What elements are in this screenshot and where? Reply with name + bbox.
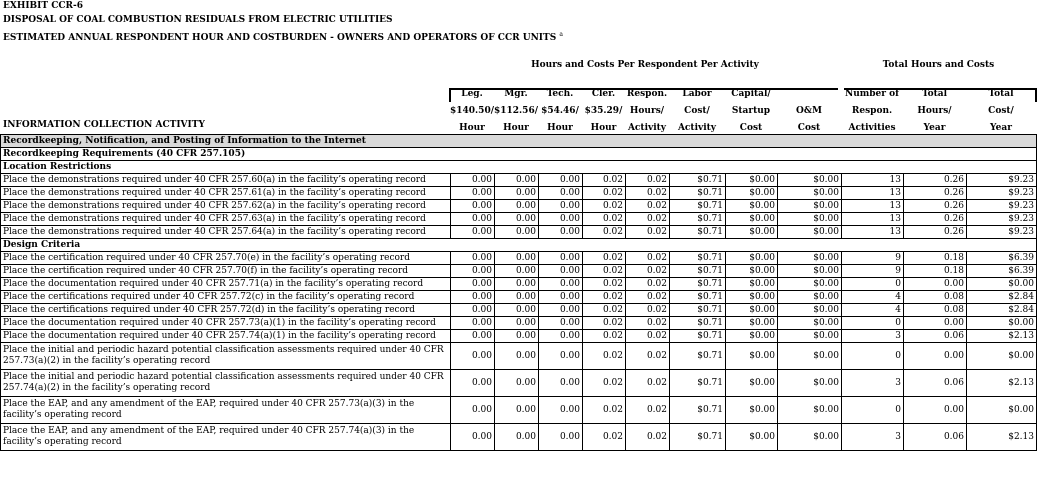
value-cell: $0.00 [967,317,1037,330]
table-row [1,226,1037,239]
value-cell: 0.00 [904,317,967,330]
column-header-line: Tech. [546,89,574,99]
value-cell: 0.00 [539,265,583,278]
value-cell: $9.23 [967,174,1037,187]
value-cell: 0.06 [904,424,967,451]
value-cell: 0.00 [495,200,539,213]
value-cell: $0.71 [670,397,726,424]
value-cell: 0.00 [495,424,539,451]
category-title: Location Restrictions [1,161,1037,174]
value-cell: 0.00 [451,213,495,226]
column-header-line: Hours/ [917,106,952,116]
activity-cell: Place the documentation required under 40 CFR 257.74(a)(1) in the facility’s operating record [1,330,451,343]
value-cell: $0.00 [726,213,778,226]
value-cell: 0.00 [539,304,583,317]
value-cell: 0.00 [451,187,495,200]
value-cell: 0.06 [904,370,967,397]
table-row [1,370,1037,397]
activity-cell: Place the initial and periodic hazard potential classification assessments required under 40 CFR 257.73(a)(2) in the facility’s operating record [1,343,451,370]
value-cell: $0.71 [670,187,726,200]
column-header [538,86,582,137]
value-cell: $0.00 [726,317,778,330]
value-cell: $0.71 [670,343,726,370]
column-header-line: $35.29/ [584,106,623,116]
group-header-totals: Total Hours and Costs [882,60,995,70]
table-row [1,343,1037,370]
value-cell: 0.02 [583,226,626,239]
value-cell: $0.00 [778,265,842,278]
value-cell: $0.71 [670,213,726,226]
value-cell: $0.00 [778,187,842,200]
column-header-line: Hour [590,123,617,133]
table-row [1,397,1037,424]
value-cell: 0.00 [451,330,495,343]
value-cell: 0.26 [904,226,967,239]
activity-cell: Place the EAP, and any amendment of the EAP, required under 40 CFR 257.74(a)(3) in the facility’s operating record [1,424,451,451]
value-cell: 0.00 [904,278,967,291]
table-row [1,187,1037,200]
value-cell: 0 [842,278,904,291]
column-header-line: Activities [848,123,896,133]
value-cell: 0.02 [626,187,670,200]
activity-cell: Place the initial and periodic hazard potential classification assessments required under 40 CFR 257.74(a)(2) in the facility’s operating record [1,370,451,397]
value-cell: $0.00 [778,252,842,265]
value-cell: 0.00 [451,265,495,278]
table-row [1,317,1037,330]
section-title: Recordkeeping, Notification, and Posting of Information to the Internet [1,135,1037,148]
table-row [1,278,1037,291]
value-cell: 0 [842,397,904,424]
table-row [1,200,1037,213]
activity-cell: Place the certifications required under 40 CFR 257.72(d) in the facility’s operating record [1,304,451,317]
activity-cell: Place the demonstrations required under 40 CFR 257.62(a) in the facility’s operating record [1,200,451,213]
column-header-line: Hour [459,123,485,133]
value-cell: 4 [842,291,904,304]
value-cell: $0.00 [726,226,778,239]
value-cell: $0.00 [778,330,842,343]
value-cell: 0.00 [539,187,583,200]
value-cell: $0.00 [967,278,1037,291]
value-cell: 0.00 [539,330,583,343]
value-cell: $2.84 [967,304,1037,317]
value-cell: 0.00 [904,397,967,424]
activity-cell: Place the documentation required under 40 CFR 257.73(a)(1) in the facility’s operating record [1,317,451,330]
value-cell: $0.00 [778,174,842,187]
value-cell: 0.00 [495,304,539,317]
value-cell: $0.00 [726,397,778,424]
value-cell: 3 [842,330,904,343]
value-cell: 0.00 [451,226,495,239]
value-cell: 0.02 [583,370,626,397]
value-cell: 0.00 [451,291,495,304]
column-header [494,86,538,137]
value-cell: 0.00 [539,397,583,424]
value-cell: $0.71 [670,174,726,187]
value-cell: 0.02 [583,304,626,317]
value-cell: 9 [842,265,904,278]
value-cell: 0.08 [904,291,967,304]
column-header-line: Leg. [461,89,483,99]
group-header-per-activity: Hours and Costs Per Respondent Per Activity [531,60,759,70]
value-cell: 0.00 [451,174,495,187]
column-header-line: Total [921,89,948,99]
value-cell: 0.02 [583,343,626,370]
table-row [1,174,1037,187]
value-cell: 0.00 [539,226,583,239]
value-cell: 13 [842,226,904,239]
footnote-mark: a [559,31,563,38]
value-cell: 0.00 [451,304,495,317]
value-cell: $0.00 [967,397,1037,424]
column-header-line: Number of [844,89,900,99]
activity-cell: Place the certification required under 40 CFR 257.70(e) in the facility’s operating record [1,252,451,265]
value-cell: $0.00 [778,226,842,239]
burden-table [0,134,1037,451]
value-cell: 0.00 [539,278,583,291]
activity-cell: Place the demonstrations required under 40 CFR 257.61(a) in the facility’s operating record [1,187,451,200]
table-row [1,304,1037,317]
value-cell: 4 [842,304,904,317]
column-header-line: Year [923,123,946,133]
value-cell: $0.00 [778,370,842,397]
value-cell: 3 [842,370,904,397]
column-header [777,86,841,137]
value-cell: 0.00 [451,200,495,213]
exhibit-subtitle [3,31,563,43]
value-cell: 0.00 [451,397,495,424]
value-cell: $0.00 [726,252,778,265]
column-header-line: Cost/ [684,106,710,116]
value-cell: 13 [842,187,904,200]
value-cell: 0.02 [626,291,670,304]
value-cell: 0.00 [539,200,583,213]
column-header [903,86,966,137]
table-row [1,291,1037,304]
exhibit-subtitle-text: ESTIMATED ANNUAL RESPONDENT HOUR AND COSTBURDEN - OWNERS AND OPERATORS OF CCR UNITS [3,33,557,43]
column-header-line: $54.46/ [541,106,579,116]
activity-column-header: INFORMATION COLLECTION ACTIVITY [3,120,205,130]
value-cell: 0.02 [626,265,670,278]
value-cell: 0.18 [904,265,967,278]
value-cell: 0.00 [539,317,583,330]
value-cell: $0.00 [778,200,842,213]
value-cell: 0.02 [583,291,626,304]
exhibit-number: EXHIBIT CCR-6 [3,1,84,11]
value-cell: $0.71 [670,370,726,397]
value-cell: $0.00 [726,278,778,291]
value-cell: $0.00 [778,304,842,317]
column-header-line: Cost [739,123,763,133]
value-cell: 0.02 [626,370,670,397]
value-cell: $0.00 [726,291,778,304]
value-cell: 0.00 [539,252,583,265]
value-cell: 0.18 [904,252,967,265]
column-header-line: Labor [682,89,712,99]
value-cell: $9.23 [967,226,1037,239]
activity-cell: Place the demonstrations required under 40 CFR 257.64(a) in the facility’s operating record [1,226,451,239]
value-cell: 3 [842,424,904,451]
column-header-line: Startup [731,106,771,116]
value-cell: 0.00 [495,343,539,370]
column-header-line: Hours/ [629,106,665,116]
column-header-line: Year [990,123,1012,133]
value-cell: $9.23 [967,187,1037,200]
column-header-line [777,86,841,103]
value-cell: 0.02 [583,265,626,278]
value-cell: $0.71 [670,226,726,239]
exhibit-title: DISPOSAL OF COAL COMBUSTION RESIDUALS FROM ELECTRIC UTILITIES [3,15,393,25]
table-row [1,424,1037,451]
column-header-line: Cost [797,123,821,133]
subsection-title: Recordkeeping Requirements (40 CFR 257.105) [1,148,1037,161]
value-cell: $0.00 [778,278,842,291]
value-cell: $0.00 [726,343,778,370]
value-cell: $0.00 [778,317,842,330]
table-row [1,265,1037,278]
value-cell: $6.39 [967,265,1037,278]
value-cell: 0.06 [904,330,967,343]
value-cell: $2.84 [967,291,1037,304]
value-cell: 0.08 [904,304,967,317]
value-cell: $0.71 [670,200,726,213]
value-cell: 0.00 [451,252,495,265]
column-header [966,86,1036,137]
value-cell: 0.02 [626,317,670,330]
value-cell: 13 [842,200,904,213]
value-cell: 13 [842,174,904,187]
value-cell: 0.26 [904,213,967,226]
value-cell: 0.02 [583,317,626,330]
value-cell: $0.00 [726,187,778,200]
value-cell: $0.00 [726,424,778,451]
value-cell: $0.71 [670,265,726,278]
value-cell: 0.00 [539,424,583,451]
value-cell: $0.00 [726,265,778,278]
column-header [582,86,625,137]
column-header [625,86,669,137]
value-cell: $6.39 [967,252,1037,265]
value-cell: 0.26 [904,174,967,187]
value-cell: 0.02 [583,200,626,213]
value-cell: $0.71 [670,424,726,451]
value-cell: 0.02 [583,187,626,200]
subsection-row [1,148,1037,161]
activity-cell: Place the documentation required under 40 CFR 257.71(a) in the facility’s operating record [1,278,451,291]
value-cell: 0.02 [583,174,626,187]
value-cell: 0.02 [626,252,670,265]
column-header [725,86,777,137]
value-cell: 0.00 [451,370,495,397]
value-cell: 0.02 [626,330,670,343]
value-cell: 0.02 [626,174,670,187]
value-cell: 0 [842,317,904,330]
value-cell: 0.00 [495,397,539,424]
activity-cell: Place the certification required under 40 CFR 257.70(f) in the facility’s operating record [1,265,451,278]
value-cell: 0.00 [495,213,539,226]
value-cell: $0.00 [778,213,842,226]
value-cell: 0.02 [583,252,626,265]
value-cell: 0.02 [626,226,670,239]
value-cell: 0.00 [495,174,539,187]
column-header-line: $140.50/ [450,106,494,116]
value-cell: $0.00 [967,343,1037,370]
value-cell: 0.26 [904,187,967,200]
column-header-line: O&M [796,106,822,116]
value-cell: 0.02 [626,397,670,424]
table-row [1,330,1037,343]
value-cell: 0.02 [626,200,670,213]
section-row [1,135,1037,148]
value-cell: 0.02 [626,343,670,370]
value-cell: 0.00 [495,187,539,200]
value-cell: $0.71 [670,252,726,265]
value-cell: 0 [842,343,904,370]
activity-cell: Place the EAP, and any amendment of the EAP, required under 40 CFR 257.73(a)(3) in the facility’s operating record [1,397,451,424]
value-cell: 0.02 [626,424,670,451]
value-cell: 0.02 [583,278,626,291]
value-cell: $0.00 [726,330,778,343]
value-cell: 0.00 [495,317,539,330]
value-cell: $0.71 [670,291,726,304]
value-cell: 0.00 [495,278,539,291]
value-cell: 0.00 [451,278,495,291]
value-cell: 9 [842,252,904,265]
value-cell: 0.00 [495,226,539,239]
value-cell: $0.71 [670,304,726,317]
value-cell: $0.00 [726,370,778,397]
value-cell: $0.71 [670,278,726,291]
value-cell: 0.26 [904,200,967,213]
column-header-line: Cost/ [988,106,1014,116]
value-cell: $0.00 [778,343,842,370]
activity-cell: Place the certifications required under 40 CFR 257.72(c) in the facility’s operating record [1,291,451,304]
value-cell: $0.00 [726,200,778,213]
activity-cell: Place the demonstrations required under 40 CFR 257.63(a) in the facility’s operating record [1,213,451,226]
value-cell: 13 [842,213,904,226]
column-header-line: Hour [547,123,573,133]
value-cell: $9.23 [967,213,1037,226]
value-cell: 0.00 [539,174,583,187]
column-header-line: Hour [503,123,529,133]
value-cell: 0.02 [626,213,670,226]
column-header-line: Cler. [591,89,616,99]
value-cell: $0.00 [726,174,778,187]
value-cell: $9.23 [967,200,1037,213]
value-cell: $0.71 [670,317,726,330]
value-cell: 0.00 [539,343,583,370]
value-cell: $2.13 [967,370,1037,397]
value-cell: 0.00 [495,265,539,278]
value-cell: 0.00 [451,317,495,330]
value-cell: 0.00 [451,424,495,451]
column-header-line: Activity [627,123,667,133]
column-header-line: Mgr. [504,89,528,99]
value-cell: 0.00 [539,291,583,304]
table-row [1,213,1037,226]
column-header-line: Capital/ [731,89,771,99]
column-header-line: Respon. [626,89,668,99]
value-cell: 0.00 [904,343,967,370]
value-cell: 0.02 [583,213,626,226]
value-cell: 0.00 [495,252,539,265]
column-header-line: $112.56/ [494,106,538,116]
value-cell: 0.00 [539,370,583,397]
category-title: Design Criteria [1,239,1037,252]
value-cell: 0.00 [495,370,539,397]
value-cell: 0.02 [583,330,626,343]
value-cell: $0.00 [726,304,778,317]
table-row [1,252,1037,265]
value-cell: 0.00 [451,343,495,370]
value-cell: $2.13 [967,424,1037,451]
column-header-line: Activity [677,123,717,133]
value-cell: 0.02 [583,424,626,451]
value-cell: 0.00 [495,330,539,343]
value-cell: 0.02 [626,278,670,291]
column-header [450,86,494,137]
value-cell: $0.71 [670,330,726,343]
column-header-line: Total [988,89,1014,99]
value-cell: 0.00 [495,291,539,304]
column-header-line: Respon. [851,106,893,116]
category-row [1,161,1037,174]
column-header [841,86,903,137]
value-cell: 0.02 [626,304,670,317]
value-cell: $0.00 [778,424,842,451]
value-cell: $0.00 [778,291,842,304]
value-cell: $0.00 [778,397,842,424]
value-cell: 0.02 [583,397,626,424]
column-header [669,86,725,137]
activity-cell: Place the demonstrations required under 40 CFR 257.60(a) in the facility’s operating record [1,174,451,187]
value-cell: $2.13 [967,330,1037,343]
category-row [1,239,1037,252]
value-cell: 0.00 [539,213,583,226]
